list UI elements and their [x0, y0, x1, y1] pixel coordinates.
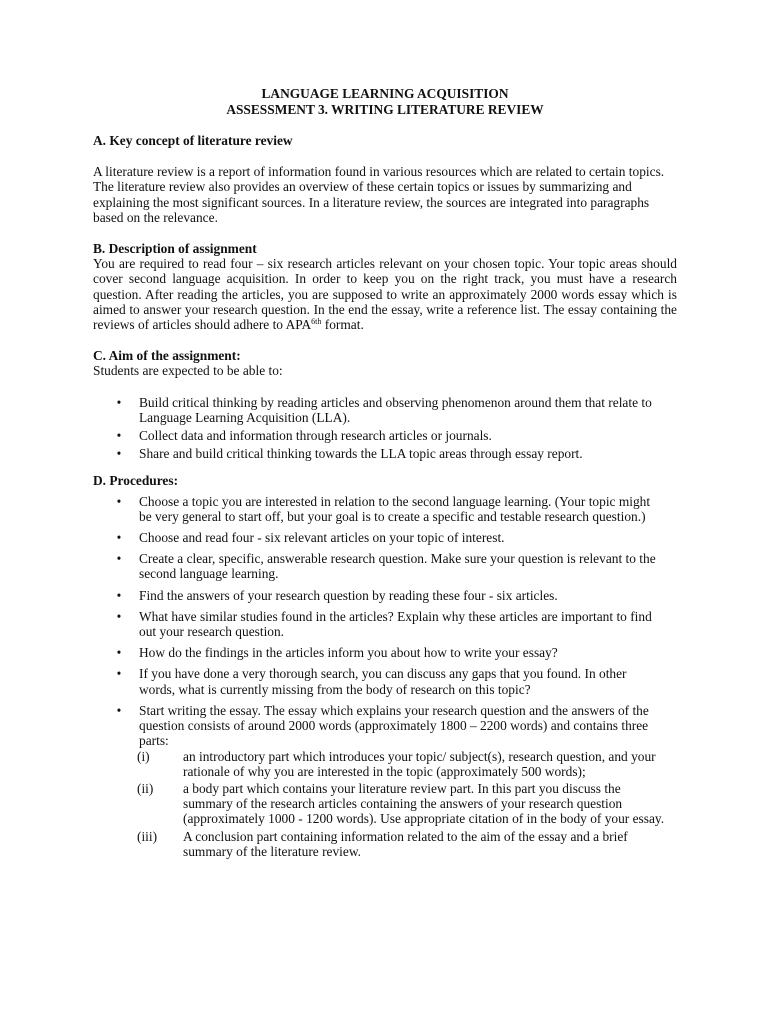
bullet-icon: • — [116, 645, 122, 661]
list-item-text: How do the findings in the articles inform you about how to write your essay? — [139, 645, 558, 661]
essay-part-item — [137, 829, 665, 859]
list-item — [93, 588, 665, 603]
section-c — [93, 348, 677, 461]
list-item — [93, 609, 665, 639]
list-item-text: Build critical thinking by reading articles and observing phenomenon around them that relate to Language Learning Acquisition (LLA). — [139, 394, 652, 425]
list-item — [93, 428, 677, 443]
essay-parts — [137, 749, 665, 859]
essay-part-number: (iii) — [137, 828, 158, 844]
list-item — [93, 551, 665, 581]
section-a — [93, 133, 677, 225]
section-b-heading: B. Description of assignment — [93, 241, 257, 257]
bullet-icon: • — [116, 608, 122, 624]
section-b-body-text: You are required to read four – six research articles relevant on your chosen topic. Your topic areas should cover second language acquisition. In order to keep you on the right track, you must have a research question. After reading the articles, you are supposed to write an approximately 2000 words essay which is aimed to answer your research question. In the end the essay, write a reference list. The essay containing the reviews of articles should adhere to APA — [93, 256, 677, 333]
section-b — [93, 241, 677, 332]
bullet-icon: • — [116, 530, 122, 546]
list-item — [93, 446, 677, 461]
section-b-body-end: format. — [321, 317, 364, 333]
title-line-1: LANGUAGE LEARNING ACQUISITION — [261, 86, 509, 101]
list-item-text: What have similar studies found in the articles? Explain why these articles are important to find out your research question. — [139, 608, 652, 640]
list-item-text: Collect data and information through research articles or journals. — [139, 428, 492, 444]
section-c-heading: C. Aim of the assignment: — [93, 348, 241, 364]
list-item-text: Choose and read four - six relevant articles on your topic of interest. — [139, 530, 505, 546]
essay-part-text: a body part which contains your literature review part. In this part you discuss the summary of the research articles containing the answers of your research question (approximately 1000 - 1200 words). Use appropriate citation of in the body of your essay. — [183, 780, 665, 827]
list-item — [93, 530, 665, 545]
bullet-icon: • — [116, 666, 122, 682]
essay-part-number: (i) — [137, 748, 150, 764]
list-item — [93, 395, 677, 425]
bullet-icon: • — [116, 428, 122, 444]
bullet-icon: • — [116, 702, 122, 718]
list-item-text: Create a clear, specific, answerable research question. Make sure your question is relevant to the second language learning. — [139, 551, 656, 582]
list-item-text: If you have done a very thorough search, you can discuss any gaps that you found. In other words, what is currently missing from the body of research on this topic? — [139, 666, 627, 697]
essay-part-item — [137, 749, 665, 779]
title-line-2: ASSESSMENT 3. WRITING LITERATURE REVIEW — [226, 101, 544, 117]
section-b-body — [93, 256, 677, 332]
document-title — [93, 86, 677, 117]
bullet-icon: • — [116, 446, 122, 462]
section-d-list — [93, 494, 665, 859]
apa-edition-superscript: 6th — [311, 317, 322, 327]
list-item — [93, 666, 665, 696]
document-page — [93, 86, 677, 859]
bullet-icon: • — [116, 551, 122, 567]
list-item-text: Start writing the essay. The essay which explains your research question and the answers of the question consists of around 2000 words (approximately 1800 – 2200 words) and contains three parts: — [139, 702, 649, 749]
section-c-list — [93, 395, 677, 462]
essay-part-text: an introductory part which introduces your topic/ subject(s), research question, and your rationale of why you are interested in the topic (approximately 500 words); — [183, 748, 656, 779]
bullet-icon: • — [116, 394, 122, 410]
essay-part-number: (ii) — [137, 780, 154, 796]
essay-part-item — [137, 781, 665, 827]
list-item-text: Choose a topic you are interested in relation to the second language learning. (Your topic might be very general to start off, but your goal is to create a specific and testable research question.) — [139, 493, 651, 524]
list-item-text: Share and build critical thinking towards the LLA topic areas through essay report. — [139, 446, 583, 462]
section-d-heading: D. Procedures: — [93, 473, 179, 489]
list-item — [93, 645, 665, 660]
list-item — [93, 494, 665, 524]
section-a-heading: A. Key concept of literature review — [93, 133, 293, 148]
essay-part-text: A conclusion part containing information related to the aim of the essay and a brief summary of the literature review. — [183, 828, 628, 859]
bullet-icon: • — [116, 587, 122, 603]
bullet-icon: • — [116, 493, 122, 509]
list-item-text: Find the answers of your research question by reading these four - six articles. — [139, 587, 558, 603]
section-a-body: A literature review is a report of information found in various resources which are related to certain topics. The literature review also provides an overview of these certain topics or issues by summarizing and explaining the most significant sources. In a literature review, the sources are integrated into paragraphs based on the relevance. — [93, 164, 665, 225]
section-c-intro: Students are expected to be able to: — [93, 363, 283, 379]
list-item — [93, 703, 665, 859]
section-d — [93, 473, 677, 858]
